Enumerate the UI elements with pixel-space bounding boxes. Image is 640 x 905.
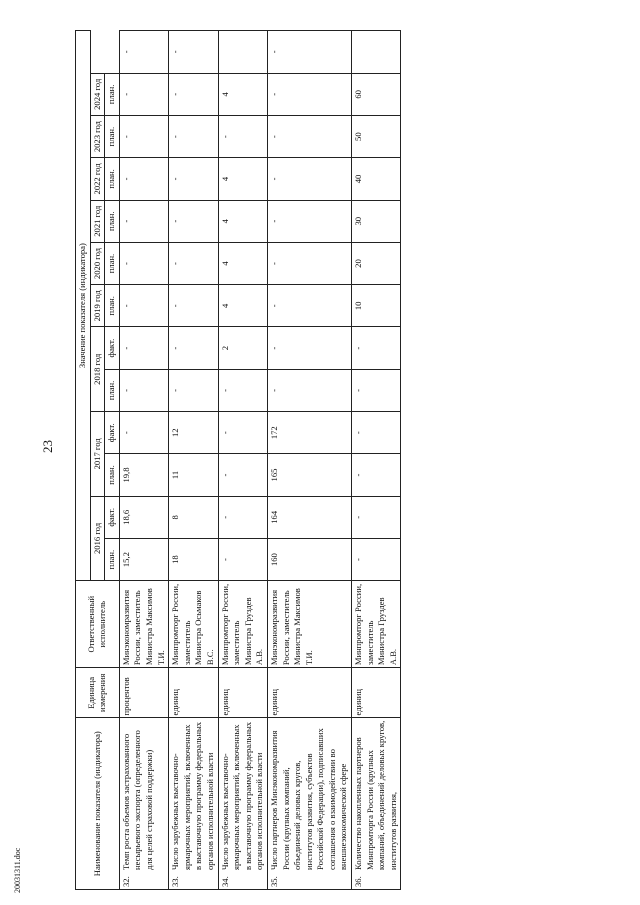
- value-cell: -: [267, 158, 351, 200]
- value-cell: -: [218, 538, 267, 580]
- responsible-cell: Минпромторг России, заместитель Министра Груздев А.В.: [218, 581, 267, 668]
- table-row: [218, 31, 267, 890]
- table-row: [169, 31, 218, 890]
- value-cell: -: [119, 158, 168, 200]
- header-name: Наименование показателя (индикатора): [76, 718, 120, 890]
- header-sub: план.: [105, 242, 120, 284]
- value-cell: -: [352, 369, 401, 411]
- value-cell: 11: [169, 454, 218, 496]
- header-year: 2018 год: [90, 327, 105, 412]
- value-cell: -: [267, 200, 351, 242]
- value-cell: 50: [352, 115, 401, 157]
- unit-cell: единиц: [218, 668, 267, 718]
- value-cell: -: [119, 327, 168, 369]
- header-sub: план.: [105, 115, 120, 157]
- indicator-name: Число зарубежных выставочно-ярмарочных мероприятий, включенных в выставочную программу федеральных органов исполнительной власти: [170, 721, 215, 870]
- row-number: 35.: [268, 876, 279, 887]
- header-year: 2017 год: [90, 412, 105, 497]
- table-body: [119, 31, 401, 890]
- indicator-name: Темп роста объемов застрахованного несырьевого экспорта (определенного для целей страховой поддержки): [120, 730, 154, 870]
- value-cell: 60: [352, 73, 401, 115]
- table-row: [267, 31, 351, 890]
- value-cell: -: [119, 31, 168, 74]
- value-cell: -: [267, 327, 351, 369]
- table-row: [119, 31, 168, 890]
- header-sub: план.: [105, 73, 120, 115]
- value-cell: 12: [169, 412, 218, 454]
- value-cell: [352, 31, 401, 74]
- value-cell: -: [267, 242, 351, 284]
- header-year: 2022 год: [90, 158, 105, 200]
- indicator-name-cell: [267, 718, 351, 890]
- value-cell: -: [119, 242, 168, 284]
- unit-cell: единиц: [169, 668, 218, 718]
- unit-cell: процентов: [119, 668, 168, 718]
- row-number: 32.: [120, 876, 131, 887]
- value-cell: 10: [352, 285, 401, 327]
- value-cell: 15,2: [119, 538, 168, 580]
- value-cell: 4: [218, 158, 267, 200]
- indicator-name: Количество накопленных партнеров Минпромторга России (крупных компаний, объединений деловых кругов, институтов развития,: [353, 720, 398, 870]
- unit-cell: единиц: [352, 668, 401, 718]
- value-cell: -: [218, 115, 267, 157]
- value-cell: 172: [267, 412, 351, 454]
- value-cell: -: [267, 31, 351, 74]
- value-cell: -: [218, 412, 267, 454]
- table-row: [352, 31, 401, 890]
- value-cell: 4: [218, 73, 267, 115]
- value-cell: -: [119, 369, 168, 411]
- indicator-name: Число партнеров Минэкономразвития России (крупных компаний, объединений деловых кругов, институтов развития, субъектов Российской Федерации), подписавших соглашения о взаимодействии во внешнеэкономической сфере: [268, 728, 349, 870]
- value-cell: 4: [218, 285, 267, 327]
- indicator-name: Число зарубежных выставочно-ярмарочных мероприятий, включенных в выставочную программу федеральных органов исполнительной власти: [219, 721, 265, 870]
- responsible-cell: Минпромторг России, заместитель Министра Груздев А.В.: [352, 581, 401, 668]
- header-unit: Единица измерения: [76, 668, 120, 718]
- table-header: [76, 31, 120, 890]
- header-values-group: Значение показателя (индикатора): [76, 31, 91, 581]
- value-cell: -: [119, 412, 168, 454]
- value-cell: -: [119, 73, 168, 115]
- value-cell: -: [169, 285, 218, 327]
- header-sub: план.: [105, 538, 120, 580]
- value-cell: -: [267, 73, 351, 115]
- row-number: 36.: [353, 876, 364, 887]
- value-cell: -: [119, 115, 168, 157]
- value-cell: -: [169, 158, 218, 200]
- header-year: 2021 год: [90, 200, 105, 242]
- header-sub: факт.: [105, 327, 120, 369]
- value-cell: [218, 31, 267, 74]
- value-cell: 40: [352, 158, 401, 200]
- value-cell: -: [169, 242, 218, 284]
- value-cell: -: [218, 454, 267, 496]
- value-cell: -: [169, 73, 218, 115]
- value-cell: -: [169, 31, 218, 74]
- header-year: 2016 год: [90, 496, 105, 581]
- value-cell: -: [352, 412, 401, 454]
- value-cell: -: [119, 285, 168, 327]
- value-cell: 4: [218, 200, 267, 242]
- value-cell: -: [267, 115, 351, 157]
- row-number: 34.: [219, 876, 230, 887]
- indicators-table: [75, 30, 401, 890]
- indicator-name-cell: [169, 718, 218, 890]
- header-sub: факт.: [105, 496, 120, 538]
- value-cell: -: [169, 200, 218, 242]
- value-cell: -: [267, 369, 351, 411]
- value-cell: 18: [169, 538, 218, 580]
- value-cell: -: [169, 327, 218, 369]
- value-cell: 19,8: [119, 454, 168, 496]
- value-cell: 4: [218, 242, 267, 284]
- value-cell: 2: [218, 327, 267, 369]
- value-cell: -: [169, 115, 218, 157]
- header-year: 2020 год: [90, 242, 105, 284]
- header-sub: план.: [105, 454, 120, 496]
- unit-cell: единиц: [267, 668, 351, 718]
- value-cell: -: [352, 538, 401, 580]
- value-cell: 165: [267, 454, 351, 496]
- header-sub: факт.: [105, 412, 120, 454]
- header-year: 2023 год: [90, 115, 105, 157]
- page-number: 23: [40, 440, 55, 453]
- value-cell: -: [169, 369, 218, 411]
- header-sub: план.: [105, 369, 120, 411]
- value-cell: -: [218, 369, 267, 411]
- row-number: 33.: [170, 876, 181, 887]
- responsible-cell: Минэкономразвития России, заместитель Министра Максимов Т.И.: [119, 581, 168, 668]
- value-cell: 160: [267, 538, 351, 580]
- value-cell: 164: [267, 496, 351, 538]
- value-cell: -: [218, 496, 267, 538]
- header-sub: план.: [105, 200, 120, 242]
- value-cell: -: [119, 200, 168, 242]
- value-cell: -: [352, 454, 401, 496]
- header-sub: план.: [105, 285, 120, 327]
- value-cell: 30: [352, 200, 401, 242]
- rotated-page-content: [75, 30, 635, 890]
- value-cell: 20: [352, 242, 401, 284]
- responsible-cell: Минэкономразвития России, заместитель Министра Максимов Т.И.: [267, 581, 351, 668]
- indicator-name-cell: [218, 718, 267, 890]
- value-cell: -: [267, 285, 351, 327]
- header-year: 2024 год: [90, 73, 105, 115]
- value-cell: 8: [169, 496, 218, 538]
- responsible-cell: Минпромторг России, заместитель Министра Осьмаков В.С.: [169, 581, 218, 668]
- indicator-name-cell: [119, 718, 168, 890]
- header-year: 2019 год: [90, 285, 105, 327]
- value-cell: -: [352, 327, 401, 369]
- header-sub: план.: [105, 158, 120, 200]
- indicator-name-cell: [352, 718, 401, 890]
- value-cell: -: [352, 496, 401, 538]
- value-cell: 18,6: [119, 496, 168, 538]
- header-responsible: Ответственный исполнитель: [76, 581, 120, 668]
- footer-filename: 20031311.doc: [13, 847, 22, 893]
